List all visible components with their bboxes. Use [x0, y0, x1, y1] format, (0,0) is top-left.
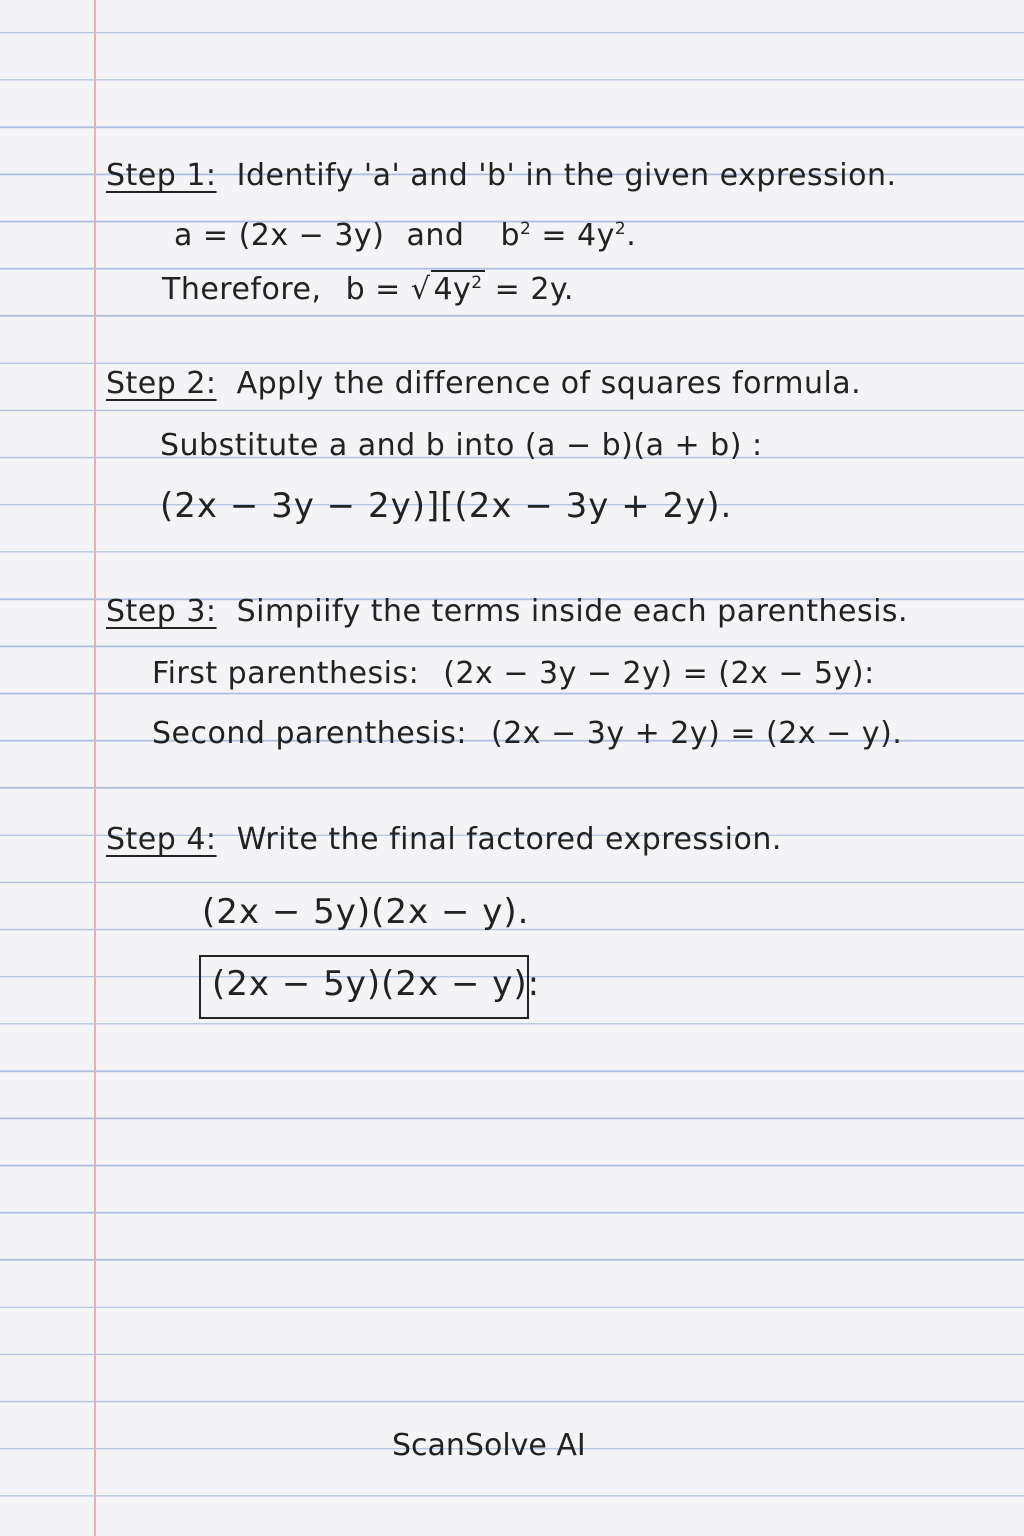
- step-2-substitute-line: Substitute a and b into (a − b)(a + b) :: [160, 428, 763, 463]
- therefore-label: Therefore,: [162, 272, 322, 307]
- step-3-heading: [106, 594, 908, 629]
- second-parenthesis-label: Second parenthesis:: [152, 716, 467, 751]
- step-2-description: Apply the difference of squares formula.: [236, 366, 862, 401]
- square-root-symbol: √ $4y^2$: [410, 272, 483, 307]
- first-parenthesis-label: First parenthesis:: [152, 656, 420, 691]
- b-squared-definition: $b^2 = 4y^2$.: [500, 218, 637, 253]
- step-2-expression: (2x − 3y − 2y)][(2x − 3y + 2y).: [160, 486, 733, 526]
- second-parenthesis-expression: (2x − 3y + 2y) = (2x − y).: [491, 716, 903, 751]
- a-definition: a = (2x − 3y): [174, 218, 385, 253]
- first-parenthesis-expression: (2x − 3y − 2y) = (2x − 5y):: [443, 656, 875, 691]
- step-4-label: Step 4:: [106, 822, 217, 857]
- step-3-label: Step 3:: [106, 594, 217, 629]
- step-1-line-2: [162, 270, 574, 307]
- step-1-heading: [106, 158, 897, 193]
- second-parenthesis-line: [152, 716, 902, 751]
- footer-brand: ScanSolve AI: [392, 1428, 586, 1463]
- step-1-description: Identify 'a' and 'b' in the given expression.: [236, 158, 897, 193]
- b-equation: b = √ $4y^2 = 2y$.: [345, 272, 574, 307]
- and-word: and: [406, 218, 465, 253]
- step-1-line-1: [174, 218, 636, 253]
- final-answer: (2x − 5y)(2x − y):: [212, 964, 541, 1004]
- first-parenthesis-line: [152, 656, 875, 691]
- margin-line: [94, 0, 96, 1536]
- step-4-heading: [106, 822, 782, 857]
- step-4-description: Write the final factored expression.: [236, 822, 782, 857]
- step-3-description: Simpiify the terms inside each parenthesis.: [236, 594, 909, 629]
- step-1-label: Step 1:: [106, 158, 217, 193]
- step-2-label: Step 2:: [106, 366, 217, 401]
- step-2-heading: [106, 366, 861, 401]
- step-4-expression: (2x − 5y)(2x − y).: [202, 892, 530, 932]
